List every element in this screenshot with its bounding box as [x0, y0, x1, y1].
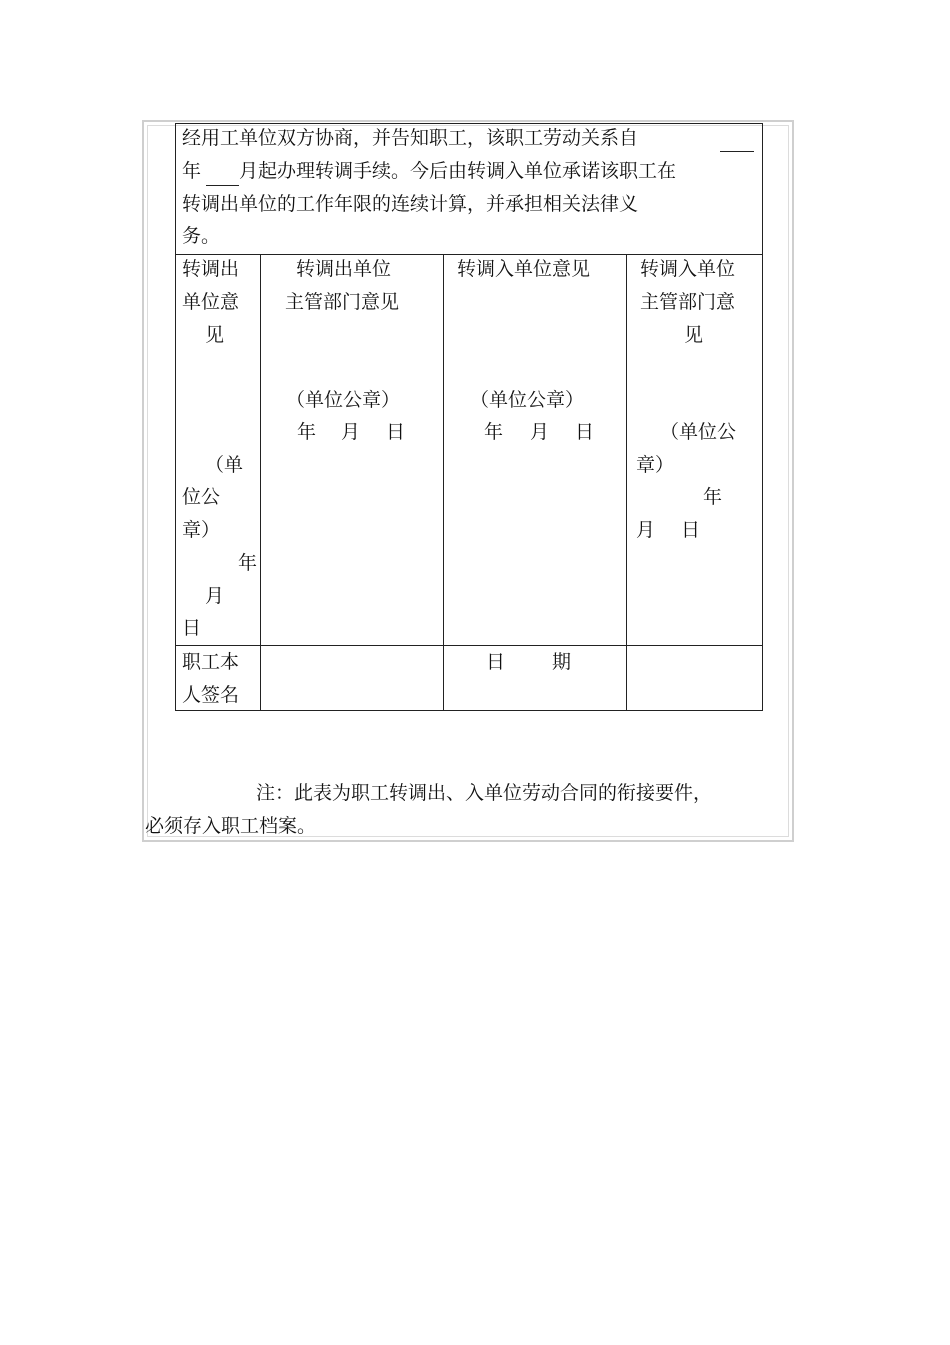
date-label-b: 期: [552, 651, 572, 673]
agreement-line-2-year: 年: [182, 160, 202, 182]
col3-heading-1: 转调入单位意见: [457, 258, 591, 280]
col3-date-day: 日: [575, 421, 595, 443]
table-border-right: [762, 123, 763, 711]
col2-heading-1: 转调出单位: [296, 258, 392, 280]
col2-date-month: 月: [341, 421, 361, 443]
page-frame-inner: [147, 125, 789, 837]
col4-seal-1: （单位公: [660, 421, 737, 443]
col1-date-month: 月: [205, 585, 225, 607]
note-line-2: 必须存入职工档案。: [145, 815, 317, 837]
col4-date-day: 日: [681, 519, 701, 541]
col-divider-2: [443, 254, 444, 711]
agreement-line-1: 经用工单位双方协商，并告知职工，该职工劳动关系自: [182, 127, 639, 149]
col1-heading-3: 见: [205, 324, 225, 346]
col3-date-year: 年: [484, 421, 504, 443]
signature-field[interactable]: [263, 648, 441, 708]
col3-date-month: 月: [530, 421, 550, 443]
col4-heading-1: 转调入单位: [640, 258, 736, 280]
col2-date-year: 年: [297, 421, 317, 443]
blank-month-underline: [206, 185, 239, 186]
col4-seal-2: 章）: [636, 454, 675, 476]
col3-seal: （单位公章）: [470, 389, 585, 411]
col1-date-day: 日: [182, 617, 202, 639]
row-divider-signature: [175, 645, 763, 646]
signature-label-2: 人签名: [182, 684, 240, 706]
date-field[interactable]: [629, 648, 760, 708]
col2-date-day: 日: [386, 421, 406, 443]
col4-date-year: 年: [703, 486, 723, 508]
table-border-bottom: [175, 710, 763, 711]
col4-date-month: 月: [636, 519, 656, 541]
col1-seal-3: 章）: [182, 519, 221, 541]
blank-year-underline: [720, 151, 754, 152]
date-label-a: 日: [486, 651, 506, 673]
agreement-line-2-rest: 月起办理转调手续。今后由转调入单位承诺该职工在: [239, 160, 677, 182]
table-border-left: [175, 123, 176, 711]
col1-heading-2: 单位意: [182, 291, 240, 313]
col2-heading-2: 主管部门意见: [285, 291, 400, 313]
note-line-1: 注：此表为职工转调出、入单位劳动合同的衔接要件，: [256, 782, 713, 804]
col1-date-year: 年: [238, 552, 258, 574]
col1-seal-1: （单: [205, 454, 244, 476]
col-divider-1: [260, 254, 261, 711]
col1-seal-2: 位公: [182, 486, 221, 508]
agreement-line-3: 转调出单位的工作年限的连续计算，并承担相关法律义: [182, 193, 639, 215]
col1-heading-1: 转调出: [182, 258, 240, 280]
col2-seal: （单位公章）: [286, 389, 401, 411]
col4-heading-2: 主管部门意: [640, 291, 736, 313]
agreement-line-4: 务。: [182, 225, 221, 247]
signature-label-1: 职工本: [182, 651, 240, 673]
col-divider-3: [626, 254, 627, 711]
page-frame: [142, 120, 794, 842]
col4-heading-3: 见: [684, 324, 704, 346]
